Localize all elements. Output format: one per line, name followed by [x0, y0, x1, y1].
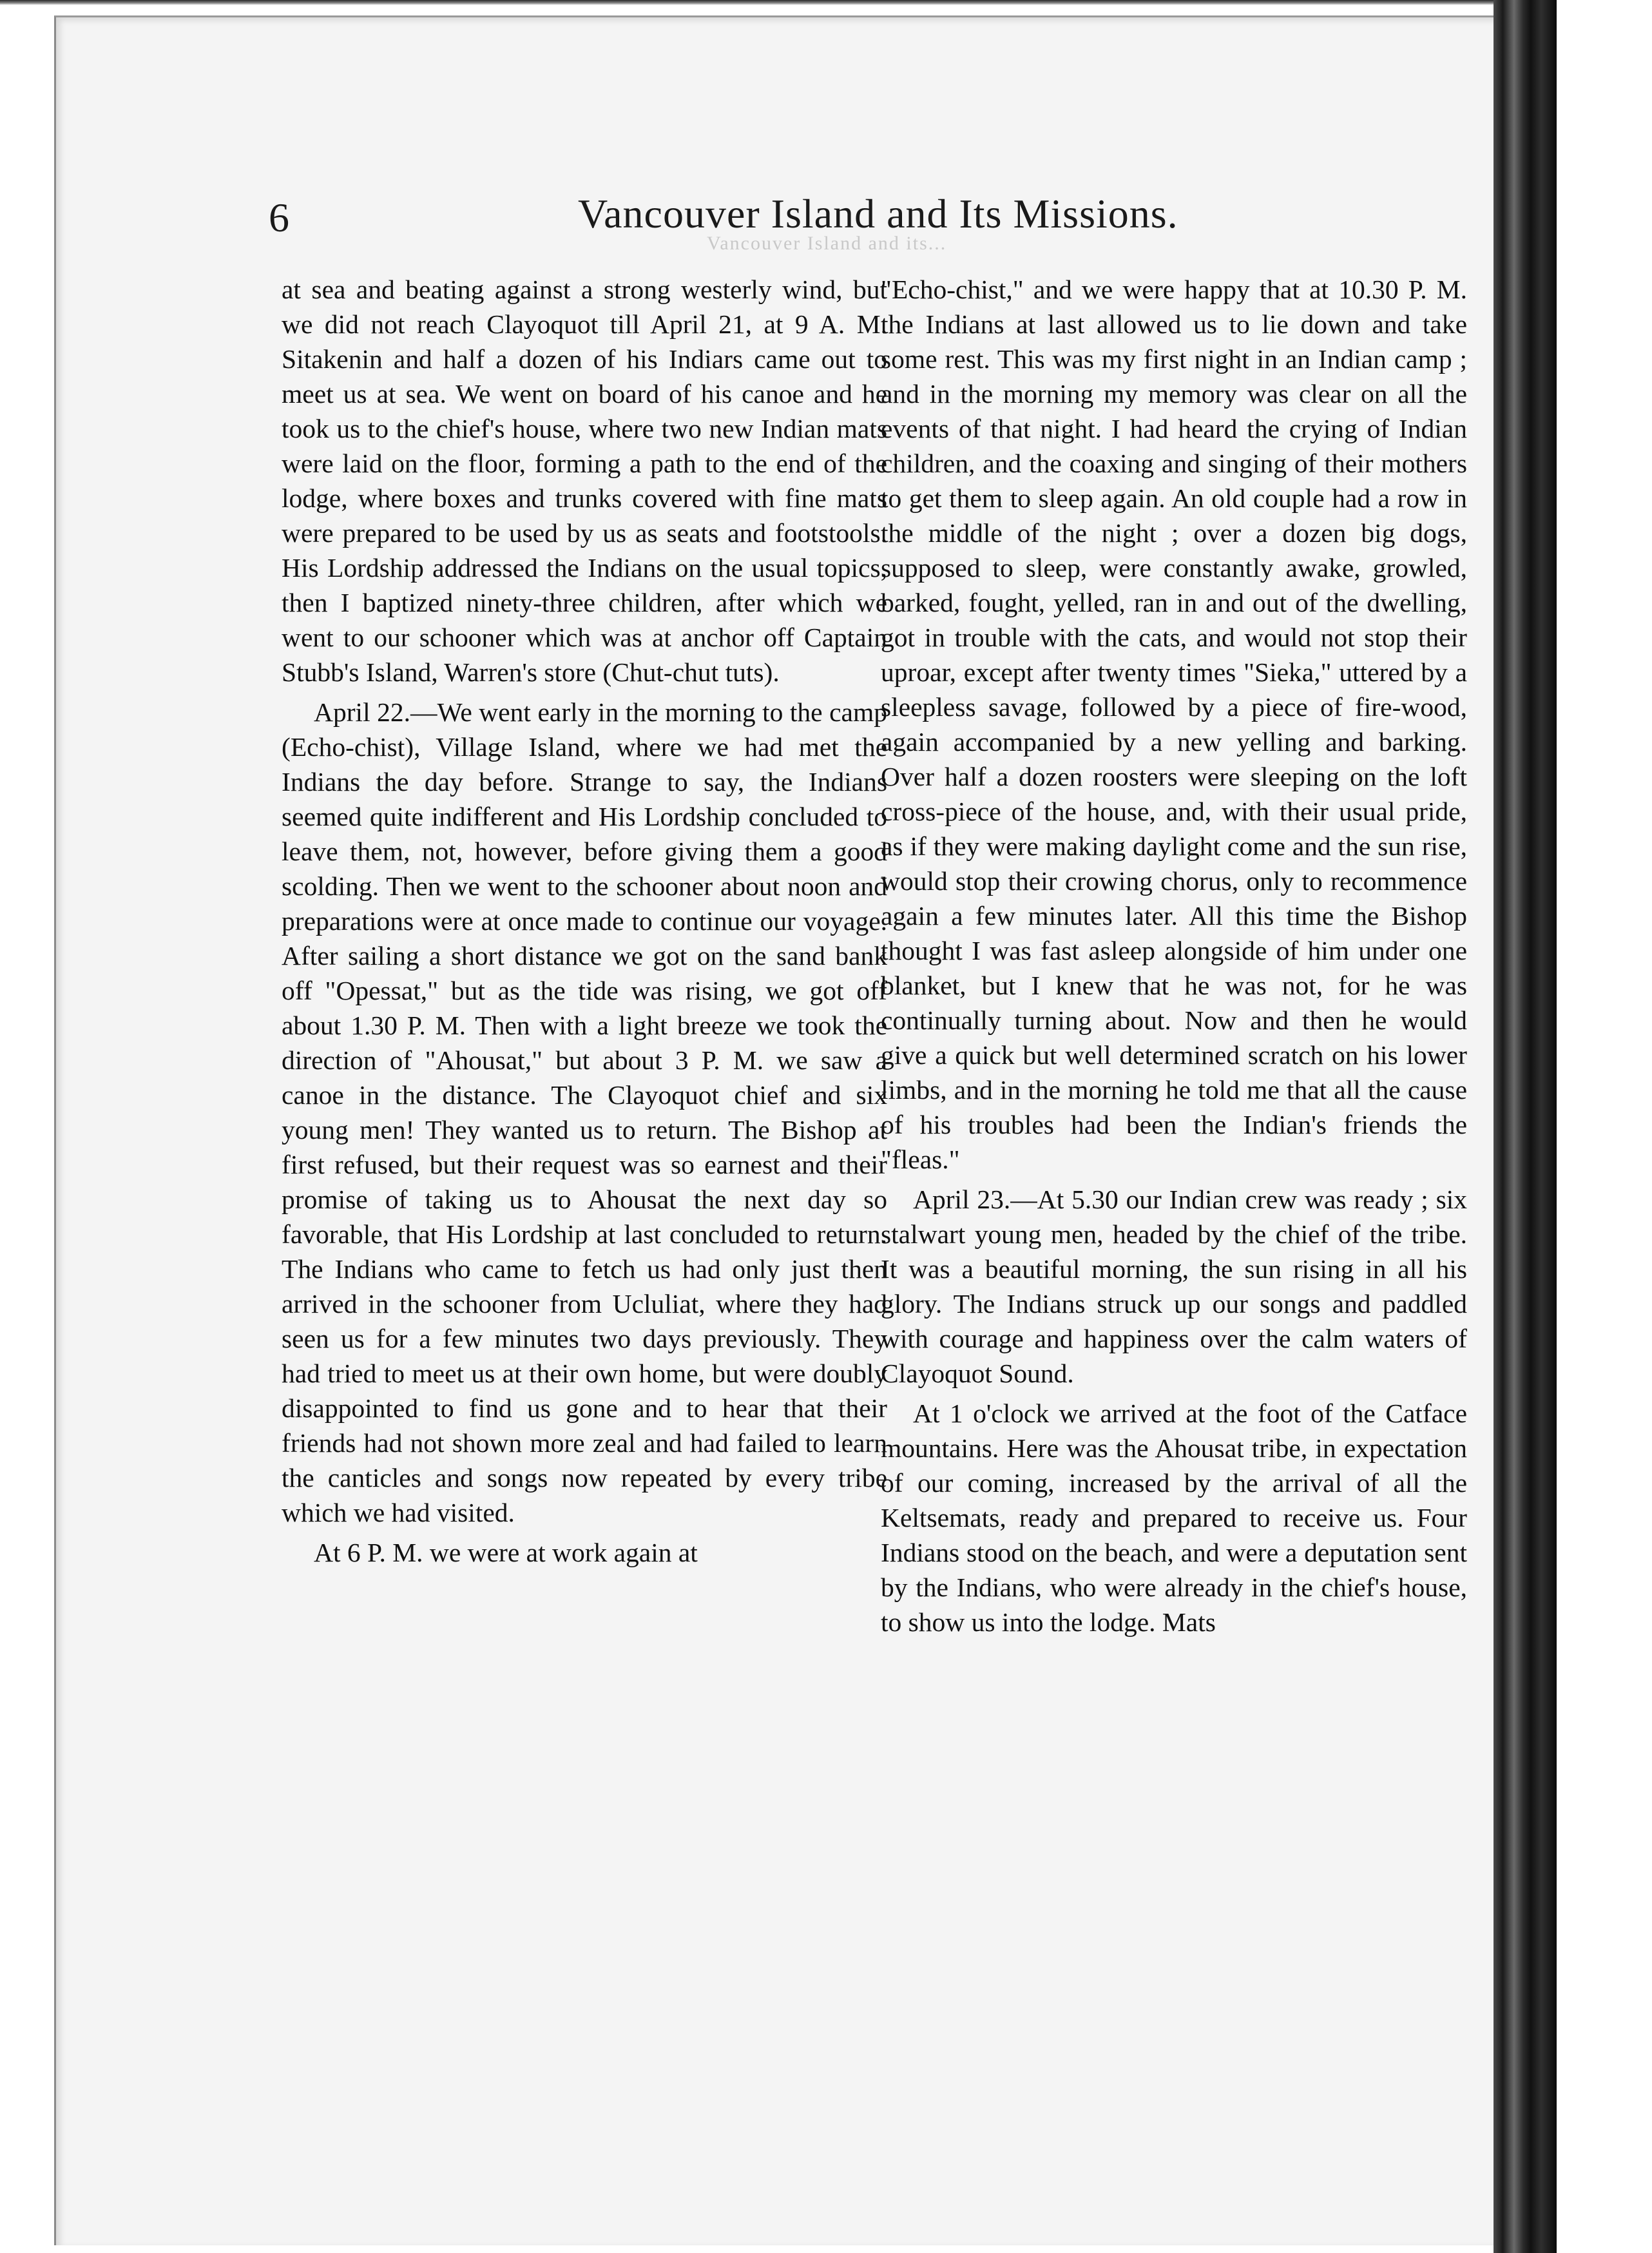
- book-page: [54, 15, 1497, 2245]
- paragraph: At 1 o'clock we arrived at the foot of the Catface mountains. Here was the Ahousat tribe, in expectation of our coming, increased by the arrival of all the Keltsemats, ready and prepared to receive us. Four Indians stood on the beach, and were a deputation sent by the Indians, who were already in the chief's house, to show us into the lodge. Mats: [881, 1398, 1467, 1637]
- paragraph: April 23.—At 5.30 our Indian crew was ready ; six stalwart young men, headed by the chief of the tribe. It was a beautiful morning, the sun rising in all his glory. The Indians struck up our songs and paddled with courage and happiness over the calm waters of Clayoquot Sound.: [881, 1185, 1467, 1388]
- book-spine: [1494, 0, 1531, 2253]
- left-column: [282, 272, 887, 1570]
- paragraph: "Echo-chist," and we were happy that at 10.30 P. M. the Indians at last allowed us to lie down and take some rest. This was my first night in an Indian camp ; and in the morning my memory was clear on all the events of that night. I had heard the crying of Indian children, and the coaxing and singing of their mothers to get them to sleep again. An old couple had a row in the middle of the night ; over a dozen big dogs, supposed to sleep, were constantly awake, growled, barked, fought, yelled, ran in and out of the dwelling, got in trouble with the cats, and would not stop their uproar, except after twenty times "Sieka," uttered by a sleepless savage, followed by a piece of fire-wood, again accompanied by a new yelling and barking. Over half a dozen roosters were sleeping on the loft cross-piece of the house, and, with their usual pride, as if they were making daylight come and the sun rise, would stop their crowing chorus, only to recommence again a few minutes later. All this time the Bishop thought I was fast asleep alongside of him under one blanket, but I knew that he was not, for he was continually turning about. Now and then he would give a quick but well determined scratch on his lower limbs, and in the morning he told me that all the cause of his troubles had been the Indian's friends the "fleas.": [881, 275, 1467, 1174]
- paragraph: at sea and beating against a strong westerly wind, but we did not reach Clayoquot till April 21, at 9 A. M. Sitakenin and half a dozen of his Indiars came out to meet us at sea. We went on board of his canoe and he took us to the chief's house, where two new Indian mats were laid on the floor, forming a path to the end of the lodge, where boxes and trunks covered with fine mats were prepared to be used by us as seats and footstools. His Lordship addressed the Indians on the usual topics, then I baptized ninety-three children, after which we went to our schooner which was at anchor off Captain Stubb's Island, Warren's store (Chut-chut tuts).: [282, 275, 887, 687]
- bleed-through-text: Vancouver Island and its...: [707, 233, 947, 254]
- paragraph: At 6 P. M. we were at work again at: [314, 1538, 698, 1567]
- running-head: [56, 186, 1497, 257]
- book-spine-edge: [1531, 0, 1557, 2253]
- right-column: [881, 272, 1467, 1639]
- scan-right-margin: [1557, 0, 1652, 2253]
- paragraph: April 22.—We went early in the morning to the camp (Echo-chist), Village Island, where we had met the Indians the day before. Strange to say, the Indians seemed quite indifferent and His Lordship concluded to leave them, not, however, before giving them a good scolding. Then we went to the schooner about noon and preparations were at once made to continue our voyage. After sailing a short distance we got on the sand bank off "Opessat," but as the tide was rising, we got off about 1.30 P. M. Then with a light breeze we took the direction of "Ahousat," but about 3 P. M. we saw a canoe in the distance. The Clayoquot chief and six young men! They wanted us to return. The Bishop at first refused, but their request was so earnest and their promise of taking us to Ahousat the next day so favorable, that His Lordship at last concluded to return. The Indians who came to fetch us had only just then arrived in the schooner from Ucluliat, where they had seen us for a few minutes two days previously. They had tried to meet us at their own home, but were doubly disappointed to find us gone and to hear that their friends had not shown more zeal and had failed to learn the canticles and songs now repeated by every tribe which we had visited.: [282, 697, 887, 1527]
- page-number: 6: [269, 195, 289, 240]
- scan-top-edge: [0, 0, 1652, 5]
- running-title: Vancouver Island and Its Missions.: [578, 191, 1178, 237]
